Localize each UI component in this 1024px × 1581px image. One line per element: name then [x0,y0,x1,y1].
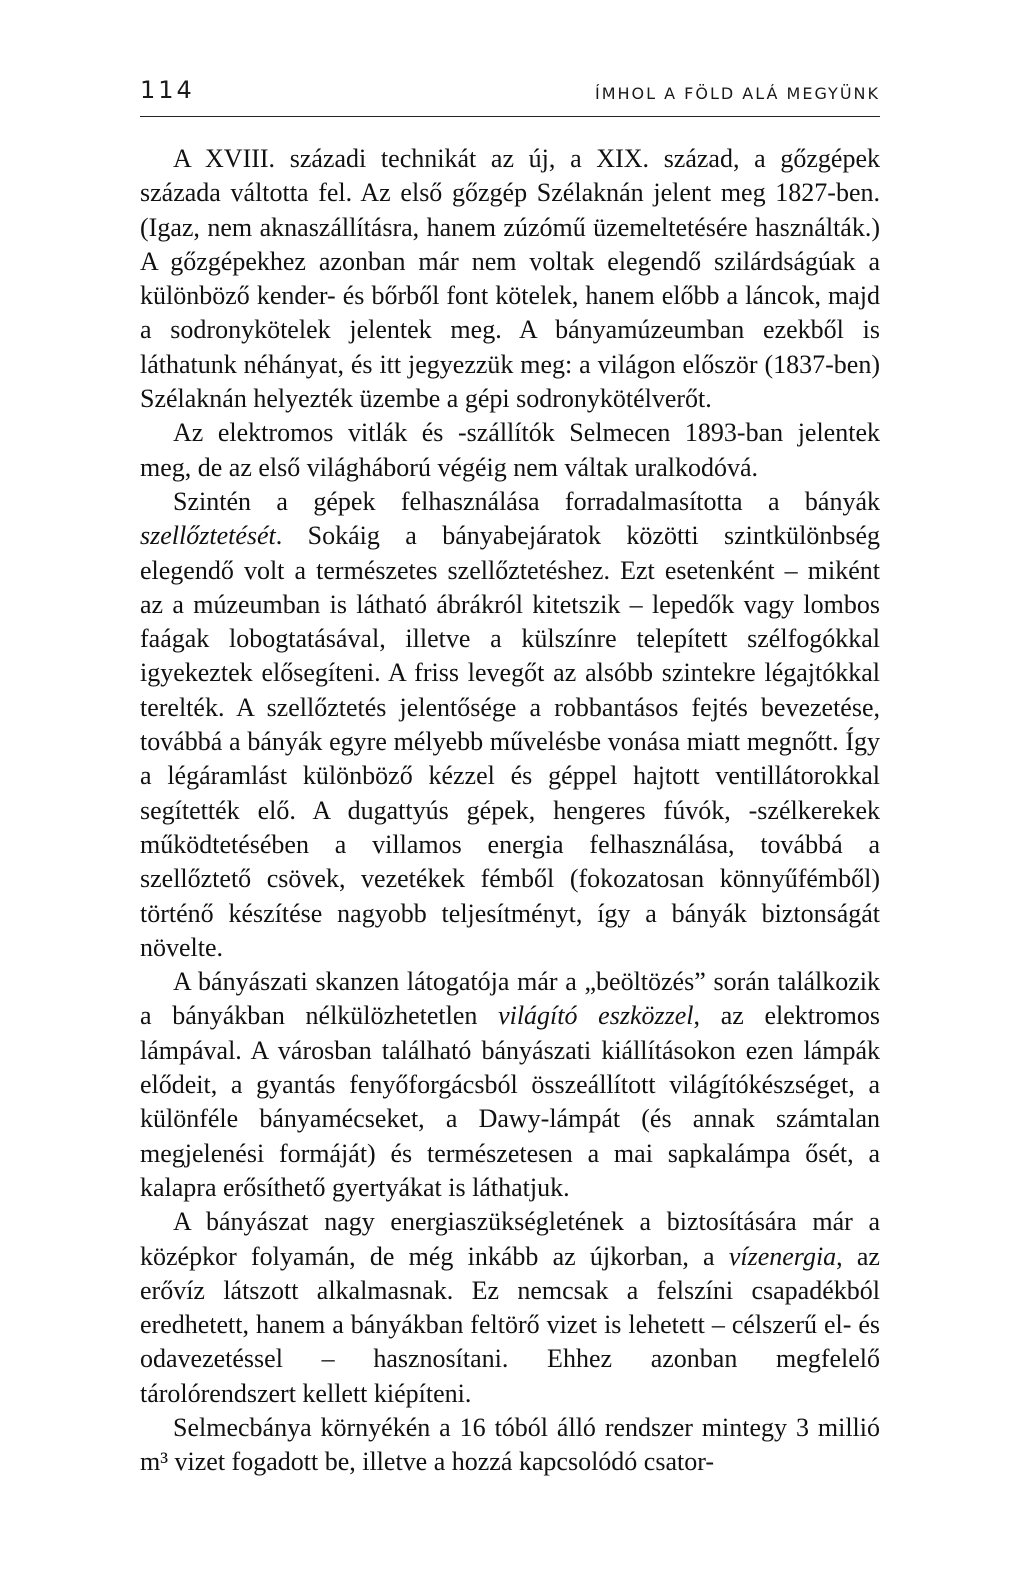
paragraph [140,1411,880,1480]
italic-term: világító eszközzel [498,1001,694,1031]
paragraph-text: , az erővíz látszott alkalmasnak. Ez nemcsak a felszíni csapadékból eredhetett, hanem a bányákban feltörő vizet is lehetett – célszerű el- és odavezetéssel – hasznosítani. Ehhez azonban megfelelő tárolórendszert kellett kiépíteni. [140,1241,880,1408]
paragraph-text: A XVIII. századi technikát az új, a XIX. század, a gőzgépek százada váltotta fel. Az első gőzgép Szélaknán jelent meg 1827-ben. (Igaz, nem aknaszállításra, hanem zúzómű üzemeltetésére használták.) A gőzgépekhez azonban már nem voltak elegendő szilárdságúak a különböző kender- és bőrből font kötelek, hanem előbb a láncok, majd a sodronykötelek jelentek meg. A bányamúzeumban ezekből is láthatunk néhányat, és itt jegyezzük meg: a világon először (1837-ben) Szélaknán helyezték üzembe a gépi sodronykötélverőt. [140,144,880,414]
paragraph [140,965,880,1205]
paragraph-text: Selmecbánya környékén a 16 tóból álló rendszer mintegy 3 millió m³ vizet fogadott be, illetve a hozzá kapcsolódó csator- [140,1412,880,1477]
running-title: ÍMHOL A FÖLD ALÁ MEGYÜNK [594,84,880,103]
paragraph-text: Szintén a gépek felhasználása forradalmasította a bányák [173,486,880,516]
paragraph-text: Az elektromos vitlák és -szállítók Selmecen 1893-ban jelentek meg, de az első világháború végéig nem váltak uralkodóvá. [140,418,880,482]
paragraph-text: . Sokáig a bányabejáratok közötti szintkülönbség elegendő volt a természetes szellőztetéshez. Ezt esetenként – miként az a múzeumban is látható ábrákról kitetszik – lepedők vagy lombos faágak lobogtatásával, illetve a külszínre telepített szélfogókkal igyekeztek elősegíteni. A friss levegőt az alsóbb szintekre légajtókkal terelték. A szellőztetés jelentősége a robbantásos fejtés bevezetése, továbbá a bányák egyre mélyebb művelésbe vonása miatt megnőtt. Így a légáramlást különböző kézzel és géppel hajtott ventillátorokkal segítették elő. A dugattyús gépek, hengeres fúvók, -szélkerekek működtetésében a villamos energia felhasználása, továbbá a szellőztető csövek, vezetékek fémből (fokozatosan könnyűfémből) történő készítése nagyobb teljesítményt, így a bányák biztonságát növelte. [140,521,880,962]
body-text [140,142,880,1480]
paragraph [140,416,880,485]
paragraph [140,485,880,965]
italic-term: szellőztetését [140,521,276,551]
paragraph-text: A bányászati skanzen látogatója már a „beöltözés” során találkozik a bányákban nélkülözhetetlen [140,967,880,1031]
paragraph-text: , az elektromos lámpával. A városban található bányászati kiállításokon ezen lámpák elődeit, a gyantás fenyőforgácsból összeállított világítókészséget, a különféle bányamécseket, a Dawy-lámpát (és annak számtalan megjelenési formáját) és természetesen a mai sapkalámpa ősét, a kalapra erősíthető gyertyákat is láthatjuk. [140,1001,881,1202]
italic-term: vízenergia [728,1241,837,1271]
paragraph [140,1205,880,1411]
paragraph-text: A bányászat nagy energiaszükségletének a biztosítására már a középkor folyamán, de még inkább az újkorban, a [140,1207,880,1271]
paragraph [140,142,880,416]
page-number: 114 [140,76,195,104]
running-header [140,76,880,117]
